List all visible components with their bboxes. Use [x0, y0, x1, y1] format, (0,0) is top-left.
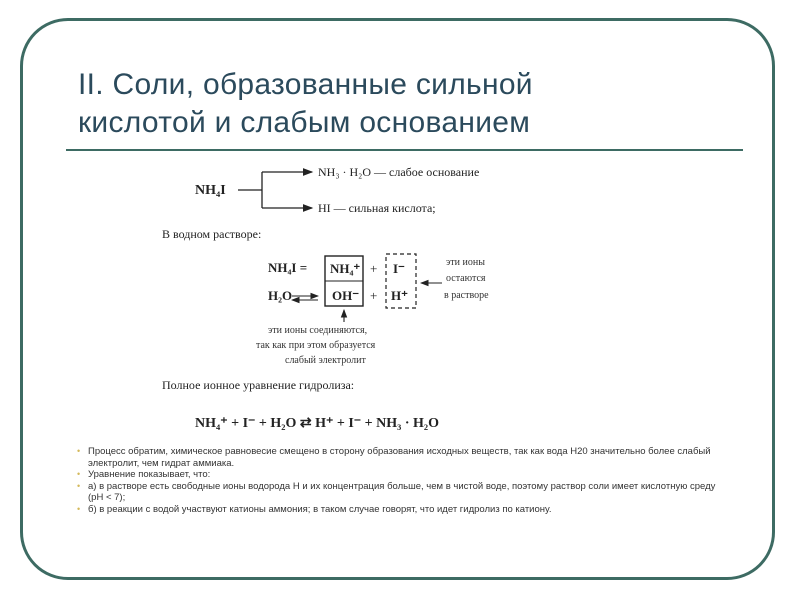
- explanation-notes: [77, 446, 728, 515]
- note-text: б) в реакции с водой участвуют катионы аммония; в таком случае говорят, что идет гидролиз по катиону.: [88, 503, 552, 515]
- ion-iodide: I⁻: [393, 261, 405, 276]
- note-text: Уравнение показывает, что:: [88, 469, 211, 480]
- combine-note-3: слабый электролит: [285, 355, 366, 366]
- lhs-water: H₂O: [268, 288, 293, 303]
- in-solution-label: В водном растворе:: [162, 227, 262, 241]
- weak-base-label: NH₃ · H₂O — слабое основание: [318, 165, 480, 179]
- ion-hydrogen: H⁺: [391, 288, 408, 303]
- remain-note-2: остаются: [446, 273, 486, 284]
- plus-1: +: [370, 261, 378, 276]
- full-equation-title: Полное ионное уравнение гидролиза:: [162, 378, 355, 392]
- bullet-icon: •: [77, 469, 81, 479]
- strong-acid-label: HI — сильная кислота;: [318, 201, 436, 215]
- full-ionic-equation: NH₄⁺ + I⁻ + H₂O ⇄ H⁺ + I⁻ + NH₃ · H₂O: [195, 416, 440, 431]
- salt-formula: NH₄I: [195, 183, 226, 198]
- note-text: Процесс обратим, химическое равновесие смещено в сторону образования исходных веществ, так как вода H20 значительно более слабый электролит, чем гидрат аммиака.: [88, 446, 711, 469]
- note-item: [77, 446, 728, 469]
- note-text: а) в растворе есть свободные ионы водорода H и их концентрация больше, чем в чистой воде, поэтому раствор соли имеет кислотную среду (pH < 7);: [88, 480, 716, 503]
- ion-hydroxide: OH⁻: [332, 288, 360, 303]
- combine-note-1: эти ионы соединяются,: [268, 325, 368, 336]
- bullet-icon: •: [77, 446, 81, 456]
- remain-note-3: в растворе: [444, 290, 489, 301]
- ion-ammonium: NH₄⁺: [330, 261, 361, 276]
- bullet-icon: •: [77, 503, 81, 514]
- lhs-salt: NH₄I =: [268, 260, 308, 275]
- note-item: [77, 469, 728, 481]
- bullet-icon: •: [77, 480, 81, 491]
- note-item: [77, 480, 728, 504]
- note-item: [77, 503, 728, 516]
- combine-note-2: так как при этом образуется: [256, 340, 376, 351]
- slide-title-line-2: кислотой и слабым основанием: [78, 106, 531, 139]
- slide-title-line-1: II. Соли, образованные сильной: [78, 68, 533, 101]
- remain-note-1: эти ионы: [446, 257, 485, 268]
- plus-2: +: [370, 288, 378, 303]
